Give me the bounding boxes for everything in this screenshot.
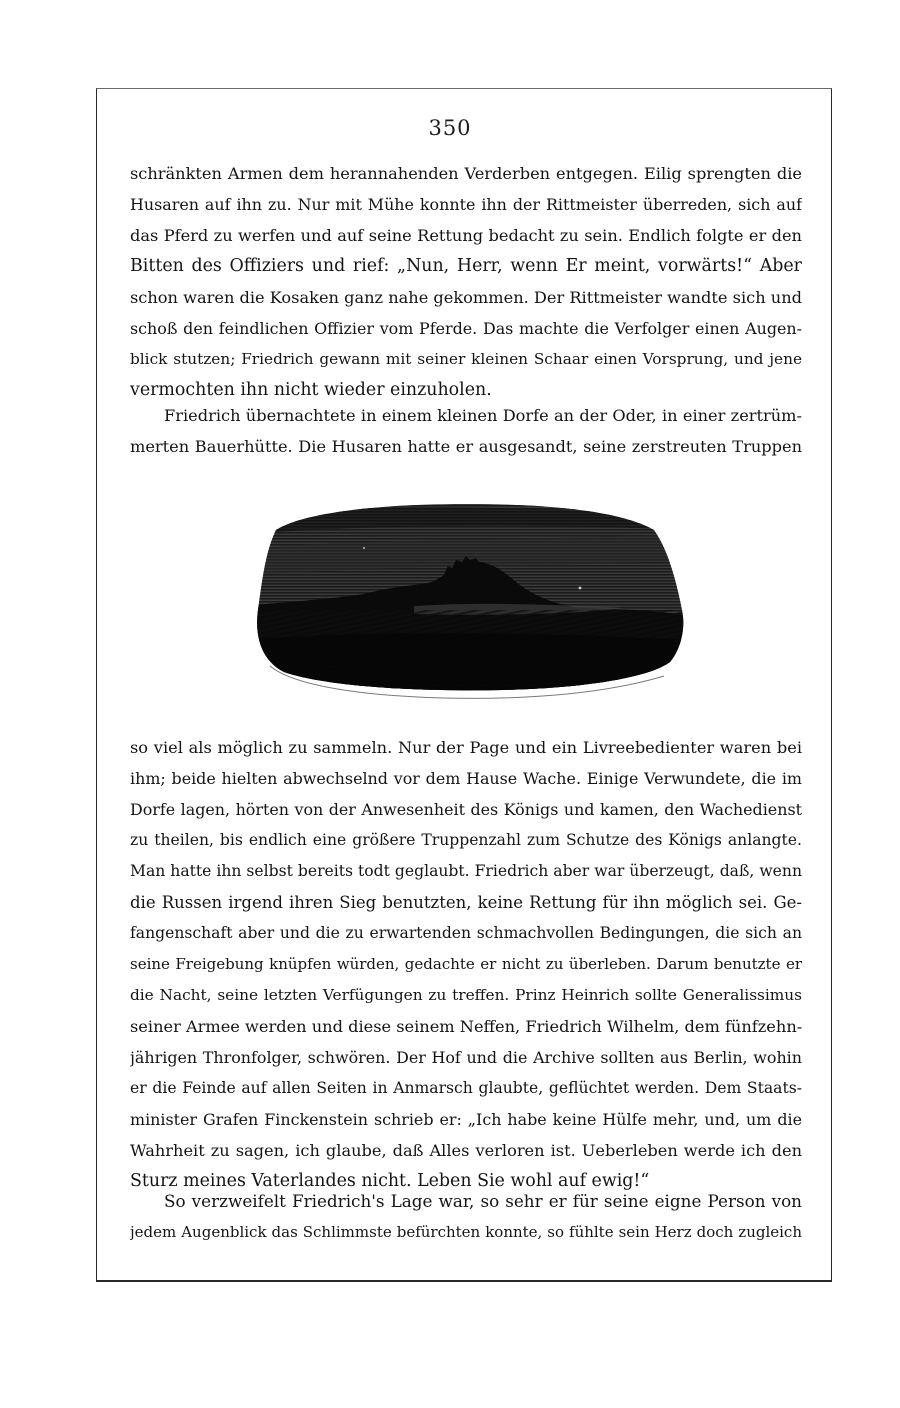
- text-line: so viel als möglich zu sammeln. Nur der Page und ein Livreebedienter waren bei: [130, 738, 802, 757]
- night-landscape-illustration: [244, 490, 690, 708]
- text-line: seine Freigebung knüpfen würden, gedachte er nicht zu überleben. Darum benutzte er: [130, 955, 802, 973]
- text-line: fangenschaft aber und die zu erwartenden schmachvollen Bedingungen, die sich an: [130, 924, 802, 942]
- paragraph-4: [130, 1186, 802, 1248]
- paragraph-2: [130, 400, 802, 462]
- text-line: schränkten Armen dem herannahenden Verderben entgegen. Eilig sprengten die: [130, 164, 802, 183]
- text-line: das Pferd zu werfen und auf seine Rettung bedacht zu sein. Endlich folgte er den: [130, 226, 802, 245]
- text-line: er die Feinde auf allen Seiten in Anmarsch glaubte, geflüchtet werden. Dem Staats-: [130, 1079, 802, 1097]
- text-line: Sturz meines Vaterlandes nicht. Leben Sie wohl auf ewig!“: [130, 1171, 650, 1191]
- paragraph-3: [130, 732, 802, 1197]
- text-line: schoß den feindlichen Offizier vom Pferde. Das machte die Verfolger einen Augen-: [130, 319, 802, 338]
- text-line: Husaren auf ihn zu. Nur mit Mühe konnte ihn der Rittmeister überreden, sich auf: [130, 195, 802, 214]
- text-line: Friedrich übernachtete in einem kleinen Dorfe an der Oder, in einer zertrüm-: [164, 406, 802, 425]
- page-number: 350: [428, 116, 472, 140]
- text-line: ihm; beide hielten abwechselnd vor dem Hause Wache. Einige Verwundete, die im: [130, 769, 802, 788]
- text-line: Wahrheit zu sagen, ich glaube, daß Alles verloren ist. Ueberleben werde ich den: [130, 1141, 802, 1160]
- text-line: die Nacht, seine letzten Verfügungen zu treffen. Prinz Heinrich sollte Generalissimus: [130, 986, 802, 1004]
- text-line: So verzweifelt Friedrich's Lage war, so sehr er für seine eigne Person von: [164, 1191, 802, 1211]
- text-line: vermochten ihn nicht wieder einzuholen.: [130, 380, 492, 400]
- text-line: zu theilen, bis endlich eine größere Truppenzahl zum Schutze des Königs anlangte.: [130, 831, 802, 849]
- text-line: die Russen irgend ihren Sieg benutzten, keine Rettung für ihn möglich sei. Ge-: [130, 893, 802, 912]
- text-line: merten Bauerhütte. Die Husaren hatte er ausgesandt, seine zerstreuten Truppen: [130, 437, 802, 456]
- text-line: jährigen Thronfolger, schwören. Der Hof und die Archive sollten aus Berlin, wohin: [130, 1048, 802, 1067]
- text-line: jedem Augenblick das Schlimmste befürchten konnte, so fühlte sein Herz doch zugleich: [130, 1223, 802, 1241]
- text-line: seiner Armee werden und diese seinem Neffen, Friedrich Wilhelm, dem fünfzehn-: [130, 1017, 802, 1036]
- text-line: Bitten des Offiziers und rief: „Nun, Herr, wenn Er meint, vorwärts!“ Aber: [130, 256, 802, 276]
- text-line: minister Grafen Finckenstein schrieb er: „Ich habe keine Hülfe mehr, und, um die: [130, 1110, 802, 1129]
- text-line: Dorfe lagen, hörten von der Anwesenheit des Königs und kamen, den Wachedienst: [130, 800, 802, 819]
- text-line: Man hatte ihn selbst bereits todt geglaubt. Friedrich aber war überzeugt, daß, wenn: [130, 862, 802, 880]
- paragraph-1: [130, 158, 802, 406]
- text-line: blick stutzen; Friedrich gewann mit seiner kleinen Schaar einen Vorsprung, und jene: [130, 350, 802, 368]
- text-line: schon waren die Kosaken ganz nahe gekommen. Der Rittmeister wandte sich und: [130, 288, 802, 307]
